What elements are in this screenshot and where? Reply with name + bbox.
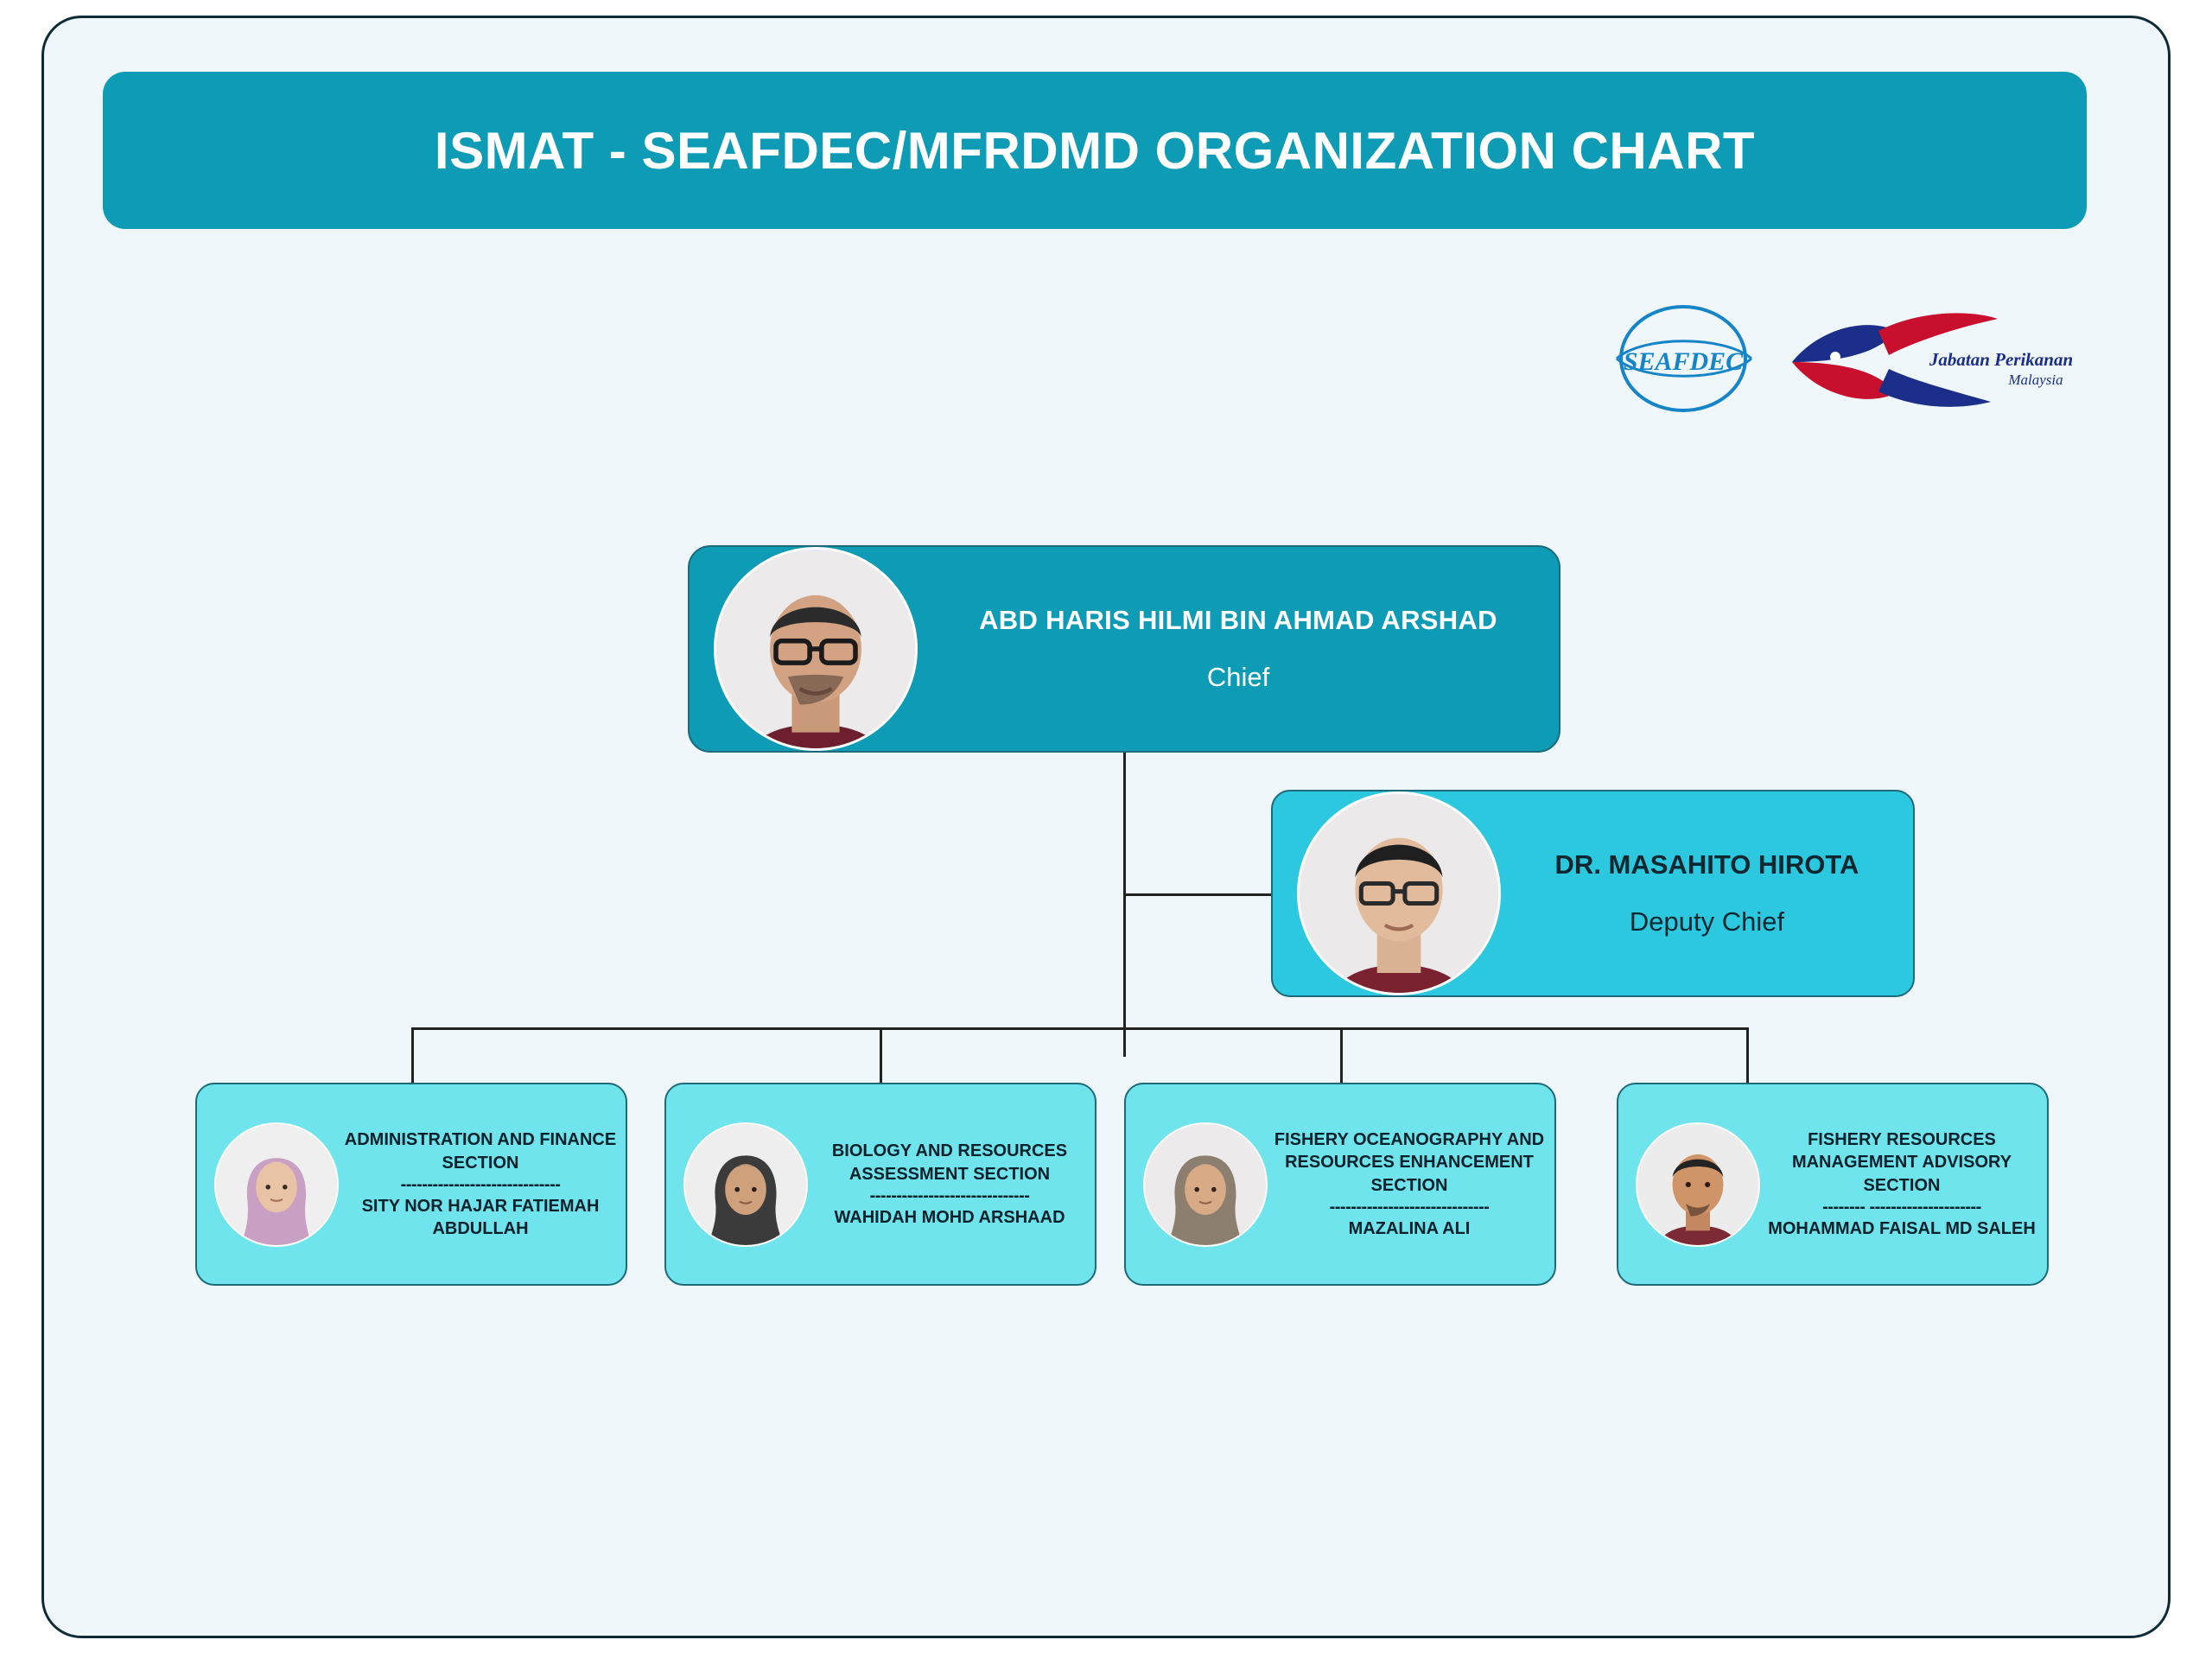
org-node-section-0-text: [339, 1128, 626, 1240]
connector-drop-section-0: [411, 1027, 414, 1084]
avatar-deputy-chief: [1297, 791, 1501, 995]
chief-role: Chief: [1206, 662, 1270, 692]
avatar-section-1: [683, 1122, 808, 1247]
logo-group: [1608, 296, 2092, 430]
connector-chief-deputy: [1123, 893, 1273, 896]
deputy-chief-name: DR. MASAHITO HIROTA: [1554, 849, 1859, 880]
org-node-deputy-chief[interactable]: [1271, 790, 1915, 997]
section-3-name: FISHERY RESOURCES MANAGEMENT ADVISORY SECTION: [1791, 1129, 2012, 1195]
section-2-name: FISHERY OCEANOGRAPHY AND RESOURCES ENHANCEMENT SECTION: [1274, 1129, 1545, 1195]
connector-chief-trunk: [1123, 753, 1126, 1057]
connector-section-bus: [411, 1027, 1747, 1030]
avatar-chief: [714, 547, 918, 751]
section-1-name: BIOLOGY AND RESOURCES ASSESSMENT SECTION: [831, 1141, 1068, 1184]
seafdec-logo: [1608, 301, 1759, 417]
org-node-chief-text: [918, 605, 1559, 693]
connector-drop-section-2: [1340, 1027, 1343, 1084]
chart-title-bar: [103, 72, 2087, 229]
avatar-section-2: [1143, 1122, 1268, 1247]
org-node-section-1-text: [808, 1140, 1095, 1229]
section-0-name: ADMINISTRATION AND FINANCE SECTION: [344, 1130, 617, 1173]
svg-text:SEAFDEC: SEAFDEC: [1623, 347, 1744, 376]
section-2-divider: ------------------------------: [1329, 1198, 1490, 1217]
org-node-section-fishery-resources-management-advisory[interactable]: [1617, 1083, 2049, 1286]
section-0-person: SITY NOR HAJAR FATIEMAH ABDULLAH: [361, 1196, 600, 1238]
avatar-section-0: [214, 1122, 339, 1247]
org-node-section-3-text: [1760, 1128, 2047, 1240]
section-1-person: WAHIDAH MOHD ARSHAAD: [834, 1207, 1065, 1227]
section-3-divider: -------- ---------------------: [1822, 1198, 1981, 1217]
org-node-chief[interactable]: [688, 545, 1560, 753]
connector-drop-section-1: [880, 1027, 882, 1084]
section-0-divider: ------------------------------: [400, 1175, 561, 1193]
org-node-section-administration-and-finance[interactable]: [195, 1083, 627, 1286]
chart-canvas: [41, 16, 2171, 1638]
avatar-section-3: [1636, 1122, 1760, 1247]
org-node-deputy-chief-text: [1501, 849, 1913, 938]
section-2-person: MAZALINA ALI: [1348, 1219, 1471, 1239]
org-node-section-2-text: [1268, 1128, 1554, 1240]
section-1-divider: ------------------------------: [869, 1186, 1030, 1205]
org-node-section-biology-and-resources-assessment[interactable]: [664, 1083, 1096, 1286]
page-title: ISMAT - SEAFDEC/MFRDMD ORGANIZATION CHART: [434, 121, 1756, 180]
deputy-chief-role: Deputy Chief: [1629, 906, 1785, 937]
connector-drop-section-3: [1746, 1027, 1749, 1084]
chief-name: ABD HARIS HILMI BIN AHMAD ARSHAD: [979, 605, 1497, 635]
org-node-section-fishery-oceanography-and-resources-enhancement[interactable]: [1124, 1083, 1556, 1286]
svg-text:Malaysia: Malaysia: [2008, 372, 2063, 388]
svg-text:Jabatan Perikanan: Jabatan Perikanan: [1929, 349, 2074, 370]
jabatan-perikanan-malaysia-logo: [1785, 305, 2088, 422]
section-3-person: MOHAMMAD FAISAL MD SALEH: [1768, 1219, 2036, 1239]
